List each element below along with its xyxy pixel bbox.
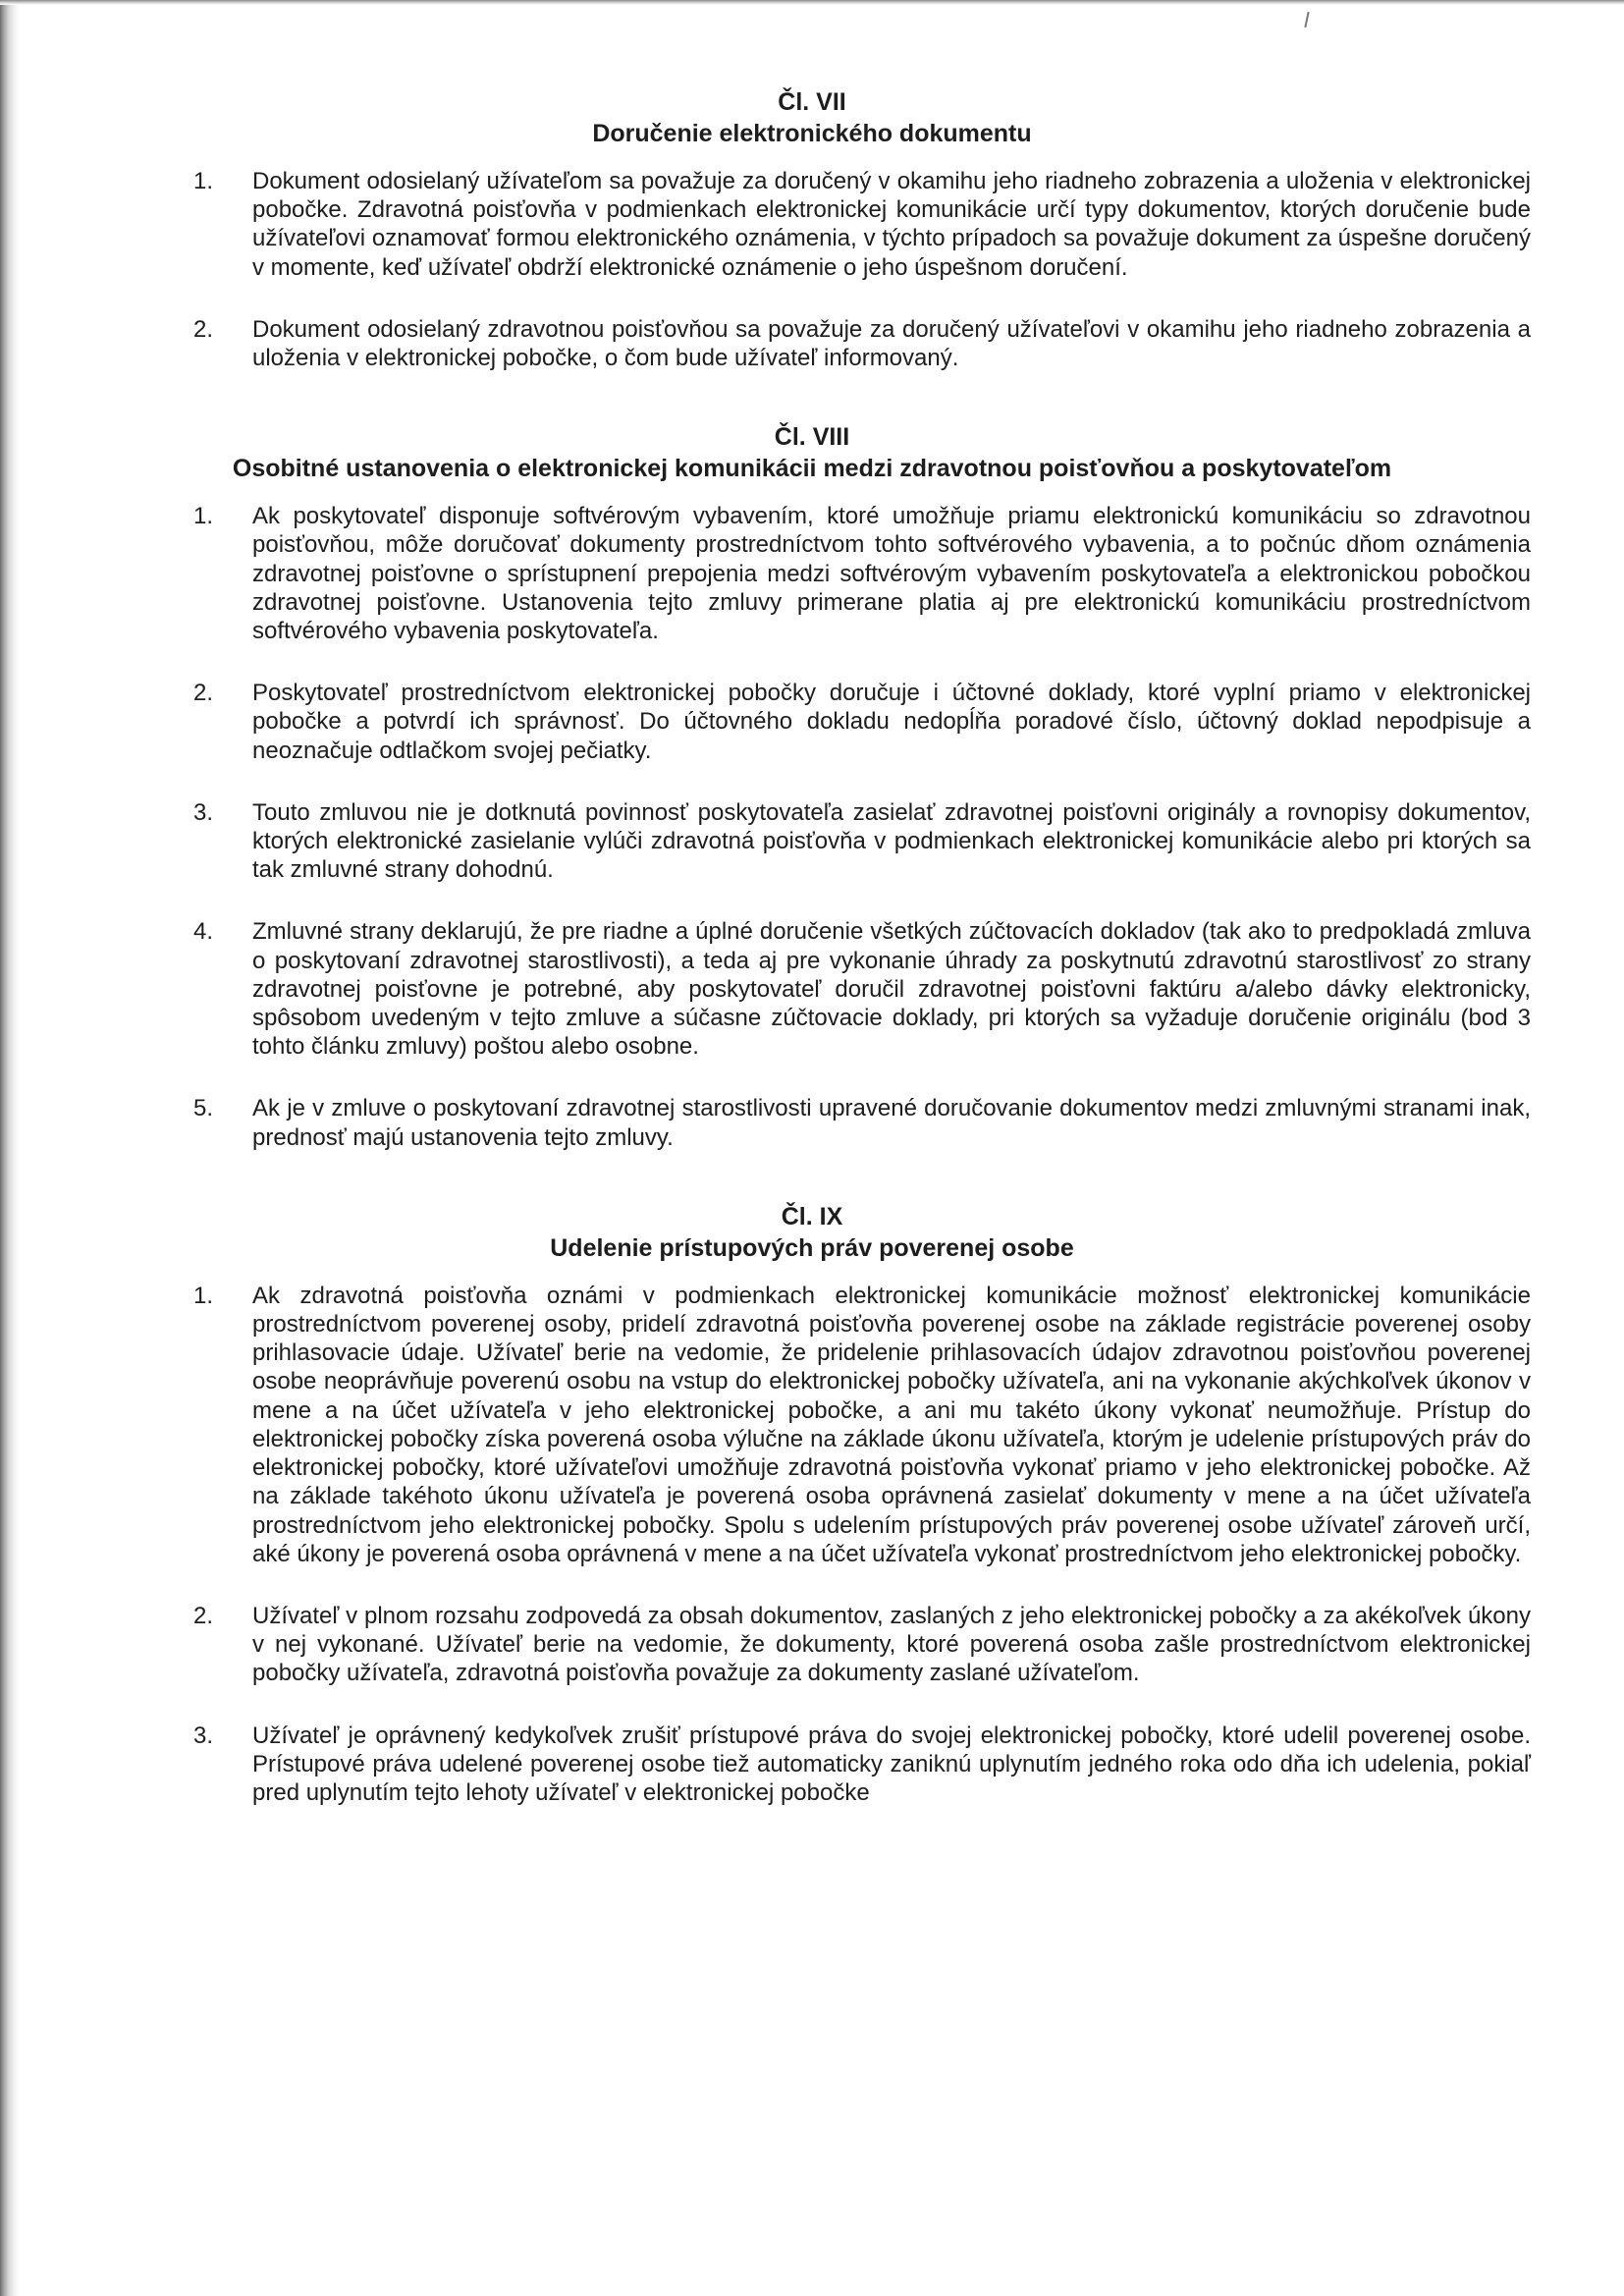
paragraph (193, 1094, 1531, 1151)
paragraph (193, 502, 1531, 645)
paragraph-number: 5. (193, 1095, 214, 1122)
paragraph (193, 917, 1531, 1061)
article-ix (0, 1201, 1624, 1807)
paragraph-text: Dokument odosielaný užívateľom sa považuje za doručený v okamihu jeho riadneho zobrazenia a uloženia v elektronickej pobočke. Zdravotná poisťovňa v podmienkach elektronickej komunikácie určí typy dokumentov, ktorých doručenie bude užívateľovi oznamovať formou elektronického oznámenia, v týchto prípadoch sa považuje dokument za úspešne doručený v momente, keď užívateľ obdrží elektronické oznámenie o jeho úspešnom doručení. (252, 168, 1531, 281)
paragraph (193, 315, 1531, 372)
paragraph-text: Touto zmluvou nie je dotknutá povinnosť poskytovateľa zasielať zdravotnej poisťovni originály a rovnopisy dokumentov, ktorých elektronické zasielanie vylúči zdravotná poisťovňa v podmienkach elektronickej komunikácie alebo pri ktorých sa tak zmluvné strany dohodnú. (252, 798, 1531, 884)
paragraph (193, 1282, 1531, 1568)
paragraph-number: 2. (193, 680, 214, 707)
paragraph-number: 4. (193, 918, 214, 946)
paragraph-number: 1. (193, 168, 214, 194)
paragraph (193, 1722, 1531, 1808)
document-page (0, 86, 1624, 1807)
paragraph-text: Užívateľ v plnom rozsahu zodpovedá za obsah dokumentov, zaslaných z jeho elektronickej pobočky a za akékoľvek úkony v nej vykonané. Užívateľ berie na vedomie, že dokumenty, ktoré poverená osoba zašle prostredníctvom elektronickej pobočky užívateľa, zdravotná poisťovňa považuje za dokumenty zaslané užívateľom. (252, 1602, 1531, 1687)
paragraph-number: 1. (193, 503, 214, 530)
paragraph (193, 167, 1531, 282)
pen-mark (1304, 12, 1309, 27)
paragraph (193, 679, 1531, 765)
article-title: Osobitné ustanovenia o elektronickej komunikácii medzi zdravotnou poisťovňou a poskytovateľom (232, 455, 1392, 483)
paragraph-list (0, 167, 1624, 372)
paragraph-text: Dokument odosielaný zdravotnou poisťovňou sa považuje za doručený užívateľovi v okamihu jeho riadneho zobrazenia a uloženia v elektronickej pobočke, o čom bude užívateľ informovaný. (252, 315, 1531, 372)
paragraph-number: 3. (193, 1722, 214, 1749)
paragraph-text: Užívateľ je oprávnený kedykoľvek zrušiť prístupové práva do svojej elektronickej pobočky, ktoré udelil poverenej osobe. Prístupové práva udelené poverenej osobe tiež automaticky zaniknú uplynutím jedného roka odo dňa ich udelenia, pokiaľ pred uplynutím tejto lehoty užívateľ v elektronickej pobočke (252, 1722, 1531, 1806)
paragraph-text: Zmluvné strany deklarujú, že pre riadne a úplné doručenie všetkých zúčtovacích dokladov (tak ako to predpokladá zmluva o poskytovaní zdravotnej starostlivosti), a teda aj pre vykonanie úhrady za poskytnutú zdravotnú starostlivosť zo strany zdravotnej poisťovne je potrebné, aby poskytovateľ doručil zdravotnej poisťovni faktúru a/alebo dávky elektronicky, spôsobom uvedeným v tejto zmluve a súčasne zúčtovacie doklady, pri ktorých sa vyžaduje doručenie originálu (bod 3 tohto článku zmluvy) poštou alebo osobne. (252, 918, 1531, 1061)
paragraph-text: Ak zdravotná poisťovňa oznámi v podmienkach elektronickej komunikácie možnosť elektronickej komunikácie prostredníctvom poverenej osoby, pridelí zdravotná poisťovňa poverenej osobe na základe registrácie poverenej osoby prihlasovacie údaje. Užívateľ berie na vedomie, že pridelenie prihlasovacích údajov zdravotnou poisťovňou poverenej osobe neoprávňuje poverenú osobu na vstup do elektronickej pobočky užívateľa, ani na vykonanie akýchkoľvek úkonov v mene a na účet užívateľa v jeho elektronickej pobočke, a ani mu takéto úkony vykonať neumožňuje. Prístup do elektronickej pobočky získa poverená osoba výlučne na základe úkonu užívateľa, ktorým je udelenie prístupových práv do elektronickej pobočky, ktoré užívateľovi umožňuje zdravotná poisťovňa vykonať priamo v jeho elektronickej pobočke. Až na základe takéhoto úkonu užívateľa je poverená osoba oprávnená zasielať dokumenty v mene a na účet užívateľa prostredníctvom jeho elektronickej pobočky. Spolu s udelením prístupových práv poverenej osobe užívateľ zároveň určí, aké úkony je poverená osoba oprávnená v mene a na účet užívateľa vykonať prostredníctvom jeho elektronickej pobočky. (252, 1282, 1531, 1567)
paragraph-list (0, 502, 1624, 1152)
scan-edge-top (0, 0, 1624, 5)
paragraph-number: 2. (193, 1602, 214, 1629)
article-title: Udelenie prístupových práv poverenej osobe (550, 1233, 1074, 1262)
article-vii (0, 86, 1624, 372)
article-heading: Čl. IX (781, 1202, 843, 1230)
paragraph-list (0, 1282, 1624, 1807)
paragraph-text: Ak poskytovateľ disponuje softvérovým vybavením, ktoré umožňuje priamu elektronickú komunikáciu so zdravotnou poisťovňou, môže doručovať dokumenty prostredníctvom tohto softvérového vybavenia, a to počnúc dňom oznámenia zdravotnej poisťovne o sprístupnení prepojenia medzi softvérovým vybavením poskytovateľa a elektronickou pobočkou zdravotnej poisťovne. Ustanovenia tejto zmluvy primerane platia aj pre elektronickú komunikáciu prostredníctvom softvérového vybavenia poskytovateľa. (252, 503, 1531, 645)
paragraph-number: 2. (193, 315, 214, 343)
paragraph-text: Poskytovateľ prostredníctvom elektronickej pobočky doručuje i účtovné doklady, ktoré vyplní priamo v elektronickej pobočke a potvrdí ich správnosť. Do účtovného dokladu nedopĺňa poradové číslo, účtovný doklad nepodpisuje a neoznačuje odtlačkom svojej pečiatky. (252, 680, 1531, 764)
paragraph (193, 798, 1531, 885)
article-heading: Čl. VII (778, 88, 846, 116)
article-viii (0, 421, 1624, 1152)
paragraph-number: 3. (193, 798, 214, 826)
paragraph (193, 1602, 1531, 1688)
article-heading: Čl. VIII (774, 423, 850, 452)
paragraph-number: 1. (193, 1282, 214, 1309)
paragraph-text: Ak je v zmluve o poskytovaní zdravotnej starostlivosti upravené doručovanie dokumentov medzi zmluvnými stranami inak, prednosť majú ustanovenia tejto zmluvy. (252, 1095, 1531, 1151)
article-title: Doručenie elektronického dokumentu (592, 120, 1032, 147)
